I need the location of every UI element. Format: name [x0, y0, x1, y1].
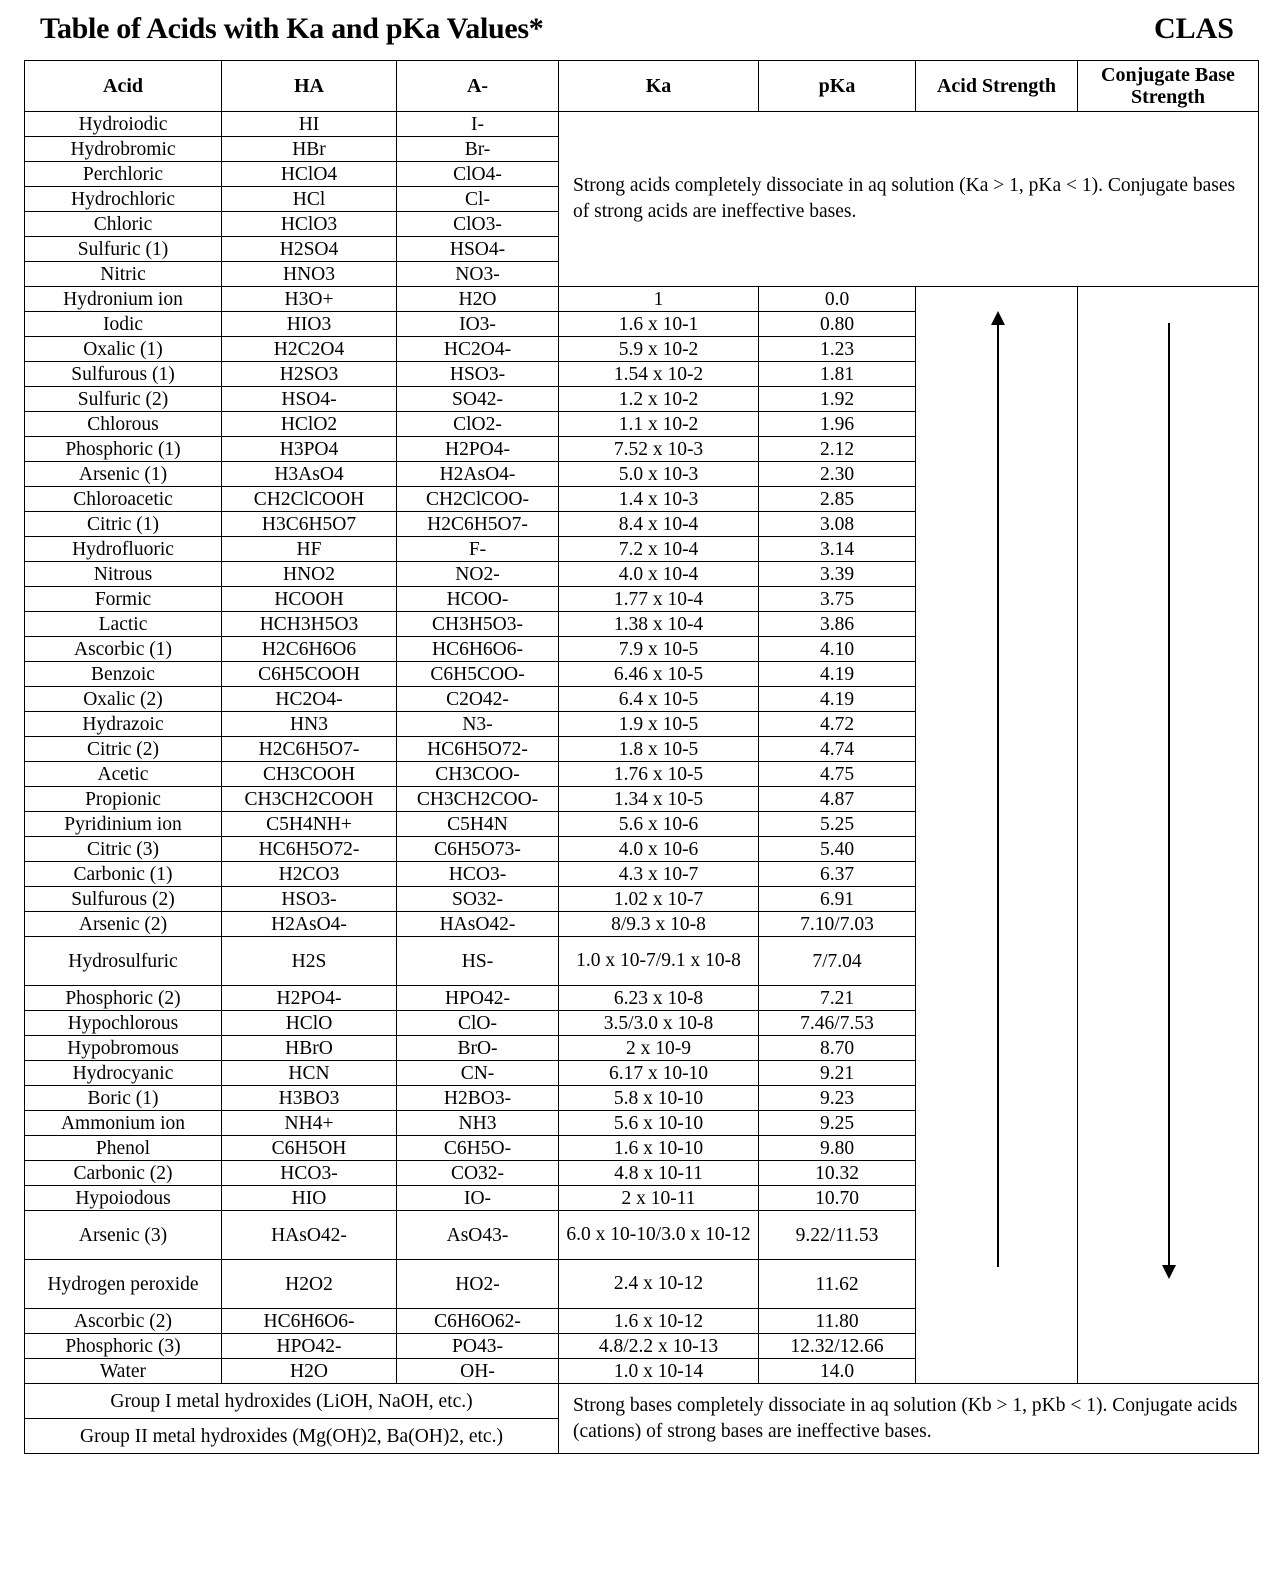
conjugate-base-formula: NO3-	[397, 262, 559, 287]
pka-value: 7/7.04	[759, 937, 916, 986]
pka-value: 7.10/7.03	[759, 912, 916, 937]
acid-formula: HC6H6O6-	[222, 1309, 397, 1334]
acid-formula: HNO3	[222, 262, 397, 287]
conjugate-base-formula: H2AsO4-	[397, 462, 559, 487]
conjugate-base-formula: HC6H6O6-	[397, 637, 559, 662]
ka-value: 1.4 x 10-3	[559, 487, 759, 512]
pka-value: 7.46/7.53	[759, 1011, 916, 1036]
ka-value: 1.02 x 10-7	[559, 887, 759, 912]
acid-formula: HIO3	[222, 312, 397, 337]
conjugate-base-formula: ClO-	[397, 1011, 559, 1036]
strong-acids-note: Strong acids completely dissociate in aq solution (Ka > 1, pKa < 1). Conjugate bases of strong acids are ineffective bases.	[559, 112, 1259, 287]
page-title: Table of Acids with Ka and pKa Values*	[40, 12, 544, 45]
acid-name: Acetic	[25, 762, 222, 787]
col-header-pka: pKa	[759, 61, 916, 112]
acid-formula: HNO2	[222, 562, 397, 587]
col-header-ka: Ka	[559, 61, 759, 112]
pka-value: 9.25	[759, 1111, 916, 1136]
ka-value: 7.9 x 10-5	[559, 637, 759, 662]
acid-formula: HCH3H5O3	[222, 612, 397, 637]
ka-value: 5.0 x 10-3	[559, 462, 759, 487]
acid-formula: HCl	[222, 187, 397, 212]
acid-formula: NH4+	[222, 1111, 397, 1136]
pka-value: 1.96	[759, 412, 916, 437]
ka-value: 4.0 x 10-4	[559, 562, 759, 587]
pka-value: 5.25	[759, 812, 916, 837]
conjugate-base-formula: C6H6O62-	[397, 1309, 559, 1334]
pka-value: 11.62	[759, 1260, 916, 1309]
ka-value: 1.1 x 10-2	[559, 412, 759, 437]
acid-formula: H2SO3	[222, 362, 397, 387]
ka-value: 1.76 x 10-5	[559, 762, 759, 787]
pka-value: 6.91	[759, 887, 916, 912]
acid-name: Hydroiodic	[25, 112, 222, 137]
pka-value: 4.19	[759, 687, 916, 712]
ka-value: 7.52 x 10-3	[559, 437, 759, 462]
ka-value: 1.9 x 10-5	[559, 712, 759, 737]
acid-name: Hydrocyanic	[25, 1061, 222, 1086]
acid-name: Sulfuric (2)	[25, 387, 222, 412]
conjugate-base-formula: OH-	[397, 1359, 559, 1384]
pka-value: 8.70	[759, 1036, 916, 1061]
acid-name: Formic	[25, 587, 222, 612]
acid-name: Phenol	[25, 1136, 222, 1161]
acid-formula: CH3CH2COOH	[222, 787, 397, 812]
pka-value: 2.12	[759, 437, 916, 462]
conjugate-base-formula: SO32-	[397, 887, 559, 912]
acid-name: Ammonium ion	[25, 1111, 222, 1136]
table-row	[25, 1384, 1259, 1419]
conjugate-base-formula: CH2ClCOO-	[397, 487, 559, 512]
conjugate-base-formula: C6H5O-	[397, 1136, 559, 1161]
pka-value: 10.70	[759, 1186, 916, 1211]
acid-formula: HBrO	[222, 1036, 397, 1061]
pka-value: 10.32	[759, 1161, 916, 1186]
ka-value: 5.6 x 10-10	[559, 1111, 759, 1136]
ka-value: 2.4 x 10-12	[559, 1260, 759, 1309]
conjugate-base-formula: CN-	[397, 1061, 559, 1086]
acid-name: Arsenic (3)	[25, 1211, 222, 1260]
col-header-ha: HA	[222, 61, 397, 112]
conjugate-base-formula: HS-	[397, 937, 559, 986]
ka-value: 2 x 10-11	[559, 1186, 759, 1211]
conjugate-base-formula: CH3COO-	[397, 762, 559, 787]
acid-name: Sulfurous (1)	[25, 362, 222, 387]
conjugate-base-formula: CO32-	[397, 1161, 559, 1186]
pka-value: 4.87	[759, 787, 916, 812]
conjugate-base-formula: HC2O4-	[397, 337, 559, 362]
pka-value: 4.10	[759, 637, 916, 662]
ka-value: 1.8 x 10-5	[559, 737, 759, 762]
pka-value: 9.23	[759, 1086, 916, 1111]
ka-value: 1	[559, 287, 759, 312]
pka-value: 0.80	[759, 312, 916, 337]
pka-value: 4.19	[759, 662, 916, 687]
acid-formula: C6H5COOH	[222, 662, 397, 687]
acid-name: Citric (2)	[25, 737, 222, 762]
arrow-up-icon	[997, 321, 999, 1267]
acid-formula: HAsO42-	[222, 1211, 397, 1260]
acid-formula: HN3	[222, 712, 397, 737]
conjugate-base-formula: C6H5COO-	[397, 662, 559, 687]
acid-name: Nitric	[25, 262, 222, 287]
conjugate-base-formula: H2PO4-	[397, 437, 559, 462]
pka-value: 0.0	[759, 287, 916, 312]
acid-formula: HC6H5O72-	[222, 837, 397, 862]
acid-name: Perchloric	[25, 162, 222, 187]
conjugate-base-formula: PO43-	[397, 1334, 559, 1359]
acid-formula: H2O	[222, 1359, 397, 1384]
conjugate-base-formula: HCO3-	[397, 862, 559, 887]
conjugate-base-formula: C2O42-	[397, 687, 559, 712]
acid-formula: HIO	[222, 1186, 397, 1211]
conjugate-base-formula: F-	[397, 537, 559, 562]
ka-value: 5.9 x 10-2	[559, 337, 759, 362]
acid-name: Hydrogen peroxide	[25, 1260, 222, 1309]
conjugate-base-formula: HPO42-	[397, 986, 559, 1011]
acid-formula: H3O+	[222, 287, 397, 312]
pka-value: 4.72	[759, 712, 916, 737]
acid-name: Propionic	[25, 787, 222, 812]
acid-formula: H2C6H5O7-	[222, 737, 397, 762]
acid-formula: CH3COOH	[222, 762, 397, 787]
conjugate-base-formula: H2O	[397, 287, 559, 312]
strong-base-group: Group I metal hydroxides (LiOH, NaOH, etc.)	[25, 1384, 559, 1419]
conjugate-base-formula: ClO4-	[397, 162, 559, 187]
acid-formula: H3BO3	[222, 1086, 397, 1111]
pka-value: 9.21	[759, 1061, 916, 1086]
ka-value: 1.6 x 10-12	[559, 1309, 759, 1334]
acid-formula: HBr	[222, 137, 397, 162]
pka-value: 14.0	[759, 1359, 916, 1384]
acid-name: Phosphoric (2)	[25, 986, 222, 1011]
acid-table	[24, 60, 1259, 1454]
ka-value: 1.6 x 10-10	[559, 1136, 759, 1161]
acid-name: Carbonic (1)	[25, 862, 222, 887]
pka-value: 3.08	[759, 512, 916, 537]
ka-value: 5.8 x 10-10	[559, 1086, 759, 1111]
table-row	[25, 112, 1259, 137]
pka-value: 5.40	[759, 837, 916, 862]
acid-name: Benzoic	[25, 662, 222, 687]
ka-value: 1.6 x 10-1	[559, 312, 759, 337]
acid-formula: HClO	[222, 1011, 397, 1036]
ka-value: 6.46 x 10-5	[559, 662, 759, 687]
acid-formula: H2CO3	[222, 862, 397, 887]
conjugate-base-formula: C5H4N	[397, 812, 559, 837]
pka-value: 6.37	[759, 862, 916, 887]
pka-value: 3.14	[759, 537, 916, 562]
conjugate-base-formula: H2C6H5O7-	[397, 512, 559, 537]
conjugate-base-formula: HSO4-	[397, 237, 559, 262]
conjugate-base-formula: H2BO3-	[397, 1086, 559, 1111]
pka-value: 12.32/12.66	[759, 1334, 916, 1359]
ka-value: 8/9.3 x 10-8	[559, 912, 759, 937]
acid-formula: HClO4	[222, 162, 397, 187]
acid-name: Nitrous	[25, 562, 222, 587]
acid-name: Sulfurous (2)	[25, 887, 222, 912]
conjugate-base-formula: IO3-	[397, 312, 559, 337]
pka-value: 2.30	[759, 462, 916, 487]
acid-name: Hydrazoic	[25, 712, 222, 737]
acid-name: Hypoiodous	[25, 1186, 222, 1211]
ka-value: 2 x 10-9	[559, 1036, 759, 1061]
conjugate-base-formula: SO42-	[397, 387, 559, 412]
acid-formula: C6H5OH	[222, 1136, 397, 1161]
acid-formula: HI	[222, 112, 397, 137]
ka-value: 4.3 x 10-7	[559, 862, 759, 887]
acid-formula: HClO2	[222, 412, 397, 437]
acid-name: Hydrochloric	[25, 187, 222, 212]
conjugate-base-formula: NO2-	[397, 562, 559, 587]
conjugate-base-formula: HSO3-	[397, 362, 559, 387]
ka-value: 5.6 x 10-6	[559, 812, 759, 837]
pka-value: 9.80	[759, 1136, 916, 1161]
conjugate-base-formula: ClO3-	[397, 212, 559, 237]
acid-name: Arsenic (1)	[25, 462, 222, 487]
conjugate-base-formula: NH3	[397, 1111, 559, 1136]
acid-formula: H2S	[222, 937, 397, 986]
conjugate-base-formula: HAsO42-	[397, 912, 559, 937]
conjugate-base-formula: Br-	[397, 137, 559, 162]
acid-formula: H2SO4	[222, 237, 397, 262]
table-body	[25, 112, 1259, 1454]
ka-value: 6.4 x 10-5	[559, 687, 759, 712]
acid-name: Carbonic (2)	[25, 1161, 222, 1186]
acid-name: Hydronium ion	[25, 287, 222, 312]
strong-bases-note: Strong bases completely dissociate in aq solution (Kb > 1, pKb < 1). Conjugate acids (cations) of strong bases are ineffective bases.	[559, 1384, 1259, 1454]
acid-name: Oxalic (1)	[25, 337, 222, 362]
acid-name: Iodic	[25, 312, 222, 337]
conjugate-base-formula: HO2-	[397, 1260, 559, 1309]
acid-name: Hydrosulfuric	[25, 937, 222, 986]
acid-formula: HSO4-	[222, 387, 397, 412]
strong-base-group: Group II metal hydroxides (Mg(OH)2, Ba(OH)2, etc.)	[25, 1419, 559, 1454]
conjugate-base-formula: C6H5O73-	[397, 837, 559, 862]
pka-value: 1.23	[759, 337, 916, 362]
conjugate-base-formula: N3-	[397, 712, 559, 737]
col-header-acid-strength: Acid Strength	[916, 61, 1078, 112]
ka-value: 1.54 x 10-2	[559, 362, 759, 387]
conjugate-base-formula: CH3CH2COO-	[397, 787, 559, 812]
pka-value: 3.39	[759, 562, 916, 587]
acid-formula: CH2ClCOOH	[222, 487, 397, 512]
acid-formula: H3C6H5O7	[222, 512, 397, 537]
conjugate-base-formula: ClO2-	[397, 412, 559, 437]
acid-formula: HCN	[222, 1061, 397, 1086]
col-header-a: A-	[397, 61, 559, 112]
acid-name: Sulfuric (1)	[25, 237, 222, 262]
ka-value: 1.2 x 10-2	[559, 387, 759, 412]
pka-value: 9.22/11.53	[759, 1211, 916, 1260]
conjugate-base-formula: Cl-	[397, 187, 559, 212]
pka-value: 1.81	[759, 362, 916, 387]
col-header-conjugate-base-strength: Conjugate Base Strength	[1078, 61, 1259, 112]
pka-value: 4.74	[759, 737, 916, 762]
acid-name: Water	[25, 1359, 222, 1384]
pka-value: 4.75	[759, 762, 916, 787]
ka-value: 6.17 x 10-10	[559, 1061, 759, 1086]
acid-name: Phosphoric (3)	[25, 1334, 222, 1359]
acid-name: Ascorbic (2)	[25, 1309, 222, 1334]
acid-name: Hypobromous	[25, 1036, 222, 1061]
pka-value: 1.92	[759, 387, 916, 412]
acid-name: Ascorbic (1)	[25, 637, 222, 662]
acid-name: Arsenic (2)	[25, 912, 222, 937]
acid-formula: C5H4NH+	[222, 812, 397, 837]
acid-formula: HF	[222, 537, 397, 562]
acid-name: Citric (3)	[25, 837, 222, 862]
acid-formula: HPO42-	[222, 1334, 397, 1359]
acid-name: Hydrobromic	[25, 137, 222, 162]
acid-formula: HCOOH	[222, 587, 397, 612]
acid-formula: H2PO4-	[222, 986, 397, 1011]
table-header-row	[25, 61, 1259, 112]
acid-name: Chloric	[25, 212, 222, 237]
ka-value: 6.0 x 10-10/3.0 x 10-12	[559, 1211, 759, 1260]
acid-formula: H3AsO4	[222, 462, 397, 487]
conjugate-base-formula: IO-	[397, 1186, 559, 1211]
pka-value: 7.21	[759, 986, 916, 1011]
ka-value: 1.0 x 10-7/9.1 x 10-8	[559, 937, 759, 986]
acid-name: Boric (1)	[25, 1086, 222, 1111]
table-row	[25, 287, 1259, 312]
pka-value: 3.75	[759, 587, 916, 612]
brand-logo-text: CLAS	[1153, 12, 1234, 45]
conjugate-base-formula: HC6H5O72-	[397, 737, 559, 762]
acid-formula: H2O2	[222, 1260, 397, 1309]
acid-name: Lactic	[25, 612, 222, 637]
col-header-acid: Acid	[25, 61, 222, 112]
acid-name: Phosphoric (1)	[25, 437, 222, 462]
acid-formula: H2C6H6O6	[222, 637, 397, 662]
acid-strength-column	[916, 287, 1078, 1384]
acid-name: Hydrofluoric	[25, 537, 222, 562]
pka-value: 11.80	[759, 1309, 916, 1334]
ka-value: 1.34 x 10-5	[559, 787, 759, 812]
acid-name: Pyridinium ion	[25, 812, 222, 837]
acid-name: Oxalic (2)	[25, 687, 222, 712]
conjugate-base-formula: I-	[397, 112, 559, 137]
ka-value: 1.77 x 10-4	[559, 587, 759, 612]
ka-value: 4.0 x 10-6	[559, 837, 759, 862]
ka-value: 4.8/2.2 x 10-13	[559, 1334, 759, 1359]
pka-value: 2.85	[759, 487, 916, 512]
ka-value: 3.5/3.0 x 10-8	[559, 1011, 759, 1036]
ka-value: 1.38 x 10-4	[559, 612, 759, 637]
arrow-down-icon	[1168, 323, 1170, 1269]
ka-value: 1.0 x 10-14	[559, 1359, 759, 1384]
acid-formula: HSO3-	[222, 887, 397, 912]
acid-name: Chlorous	[25, 412, 222, 437]
acid-name: Chloroacetic	[25, 487, 222, 512]
conjugate-base-formula: AsO43-	[397, 1211, 559, 1260]
acid-formula: H3PO4	[222, 437, 397, 462]
ka-value: 7.2 x 10-4	[559, 537, 759, 562]
conjugate-base-formula: CH3H5O3-	[397, 612, 559, 637]
acid-formula: H2C2O4	[222, 337, 397, 362]
acid-name: Citric (1)	[25, 512, 222, 537]
conjugate-base-formula: HCOO-	[397, 587, 559, 612]
conjugate-base-strength-column	[1078, 287, 1259, 1384]
acid-name: Hypochlorous	[25, 1011, 222, 1036]
acid-formula: H2AsO4-	[222, 912, 397, 937]
pka-value: 3.86	[759, 612, 916, 637]
ka-value: 4.8 x 10-11	[559, 1161, 759, 1186]
acid-formula: HC2O4-	[222, 687, 397, 712]
ka-value: 6.23 x 10-8	[559, 986, 759, 1011]
conjugate-base-formula: BrO-	[397, 1036, 559, 1061]
acid-formula: HCO3-	[222, 1161, 397, 1186]
acid-formula: HClO3	[222, 212, 397, 237]
ka-value: 8.4 x 10-4	[559, 512, 759, 537]
